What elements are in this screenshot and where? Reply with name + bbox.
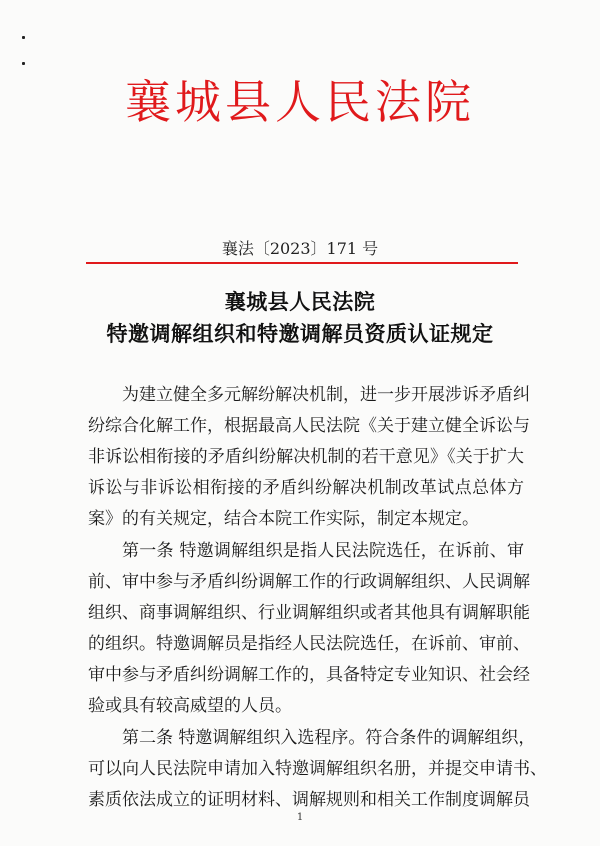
article-2-line: 素质依法成立的证明材料、调解规则和相关工作制度调解员 (88, 790, 530, 810)
article-1-line: 前、审中参与矛盾纠纷调解工作的行政调解组织、人民调解 (88, 572, 530, 592)
scan-mark (22, 36, 25, 39)
article-1-line: 审中参与矛盾纠纷调解工作的，具备特定专业知识、社会经 (88, 665, 530, 685)
scan-mark (22, 62, 25, 65)
article-2-line: 可以向人民法院申请加入特邀调解组织名册，并提交申请书、 (88, 759, 547, 779)
article-2-line: 第二条 特邀调解组织入选程序。符合条件的调解组织， (122, 728, 536, 748)
issuing-court-heading: 襄城县人民法院 (125, 75, 475, 129)
paragraph-line: 案》的有关规定，结合本院工作实际，制定本规定。 (88, 509, 479, 529)
page-number: 1 (296, 812, 304, 823)
article-1-line: 的组织。特邀调解员是指经人民法院选任，在诉前、审前、 (88, 634, 530, 654)
paragraph-line: 为建立健全多元解纷解决机制，进一步开展涉诉矛盾纠 (122, 385, 530, 405)
document-number: 襄法〔2023〕171 号 (221, 239, 379, 258)
paragraph-line: 纷综合化解工作，根据最高人民法院《关于建立健全诉讼与 (88, 416, 530, 436)
article-1-line: 验或具有较高威望的人员。 (88, 696, 292, 716)
document-title-line-2: 特邀调解组织和特邀调解员资质认证规定 (106, 321, 494, 346)
paragraph-line: 非诉讼相衔接的矛盾纠纷解决机制的若干意见》《关于扩大 (88, 447, 524, 467)
red-separator-line (86, 262, 518, 264)
article-1-line: 组织、商事调解组织、行业调解组织或者其他具有调解职能 (88, 603, 530, 623)
paragraph-line: 诉讼与非诉讼相衔接的矛盾纠纷解决机制改革试点总体方 (88, 478, 524, 498)
document-title-line-1: 襄城县人民法院 (224, 289, 376, 314)
article-1-line: 第一条 特邀调解组织是指人民法院选任，在诉前、审 (122, 541, 524, 561)
